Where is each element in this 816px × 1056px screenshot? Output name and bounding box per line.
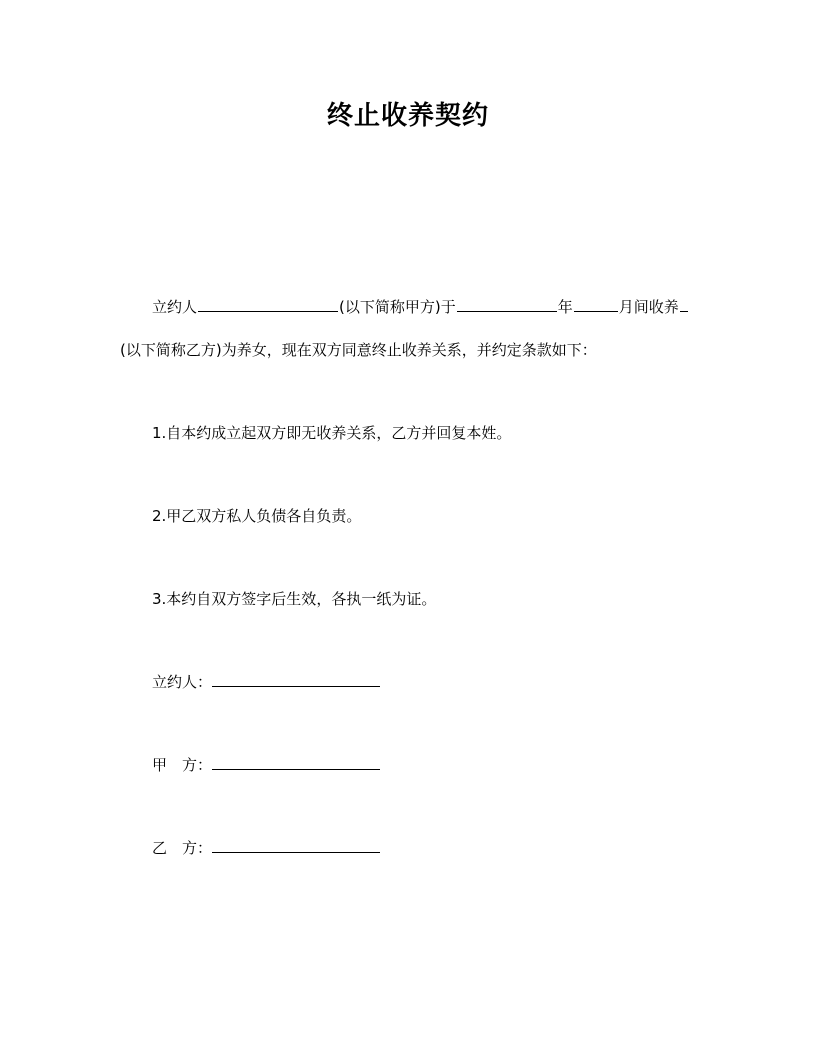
signature-row-party-b [152,837,381,859]
clause-2: 2.甲乙双方私人负债各自负责。 [152,507,362,525]
intro-year-label: 年 [557,298,573,316]
adoptee-name-blank[interactable] [680,296,688,312]
signature-blank-party[interactable] [212,671,380,687]
signature-row-party-a [152,754,381,776]
clause-3: 3.本约自双方签字后生效，各执一纸为证。 [152,590,437,608]
signature-label-party-a: 甲 方： [152,756,213,774]
intro-line-2: (以下简称乙方)为养女，现在双方同意终止收养关系，并约定条款如下： [120,341,597,359]
year-blank[interactable] [457,296,557,312]
intro-party-label: 立约人 [152,298,198,316]
clause-1: 1.自本约成立起双方即无收养关系，乙方并回复本姓。 [152,424,512,442]
signature-row-party [152,671,381,693]
signature-label-party-b: 乙 方： [152,839,213,857]
intro-line-1 [152,296,689,318]
month-blank[interactable] [574,296,618,312]
signature-label-party: 立约人： [152,673,213,691]
signature-blank-party-b[interactable] [212,837,380,853]
party-name-blank[interactable] [198,296,338,312]
intro-month-label: 月间收养 [618,298,679,316]
intro-text-a: (以下简称甲方)于 [339,298,456,316]
signature-blank-party-a[interactable] [212,754,380,770]
document-title: 终止收养契约 [326,101,489,131]
